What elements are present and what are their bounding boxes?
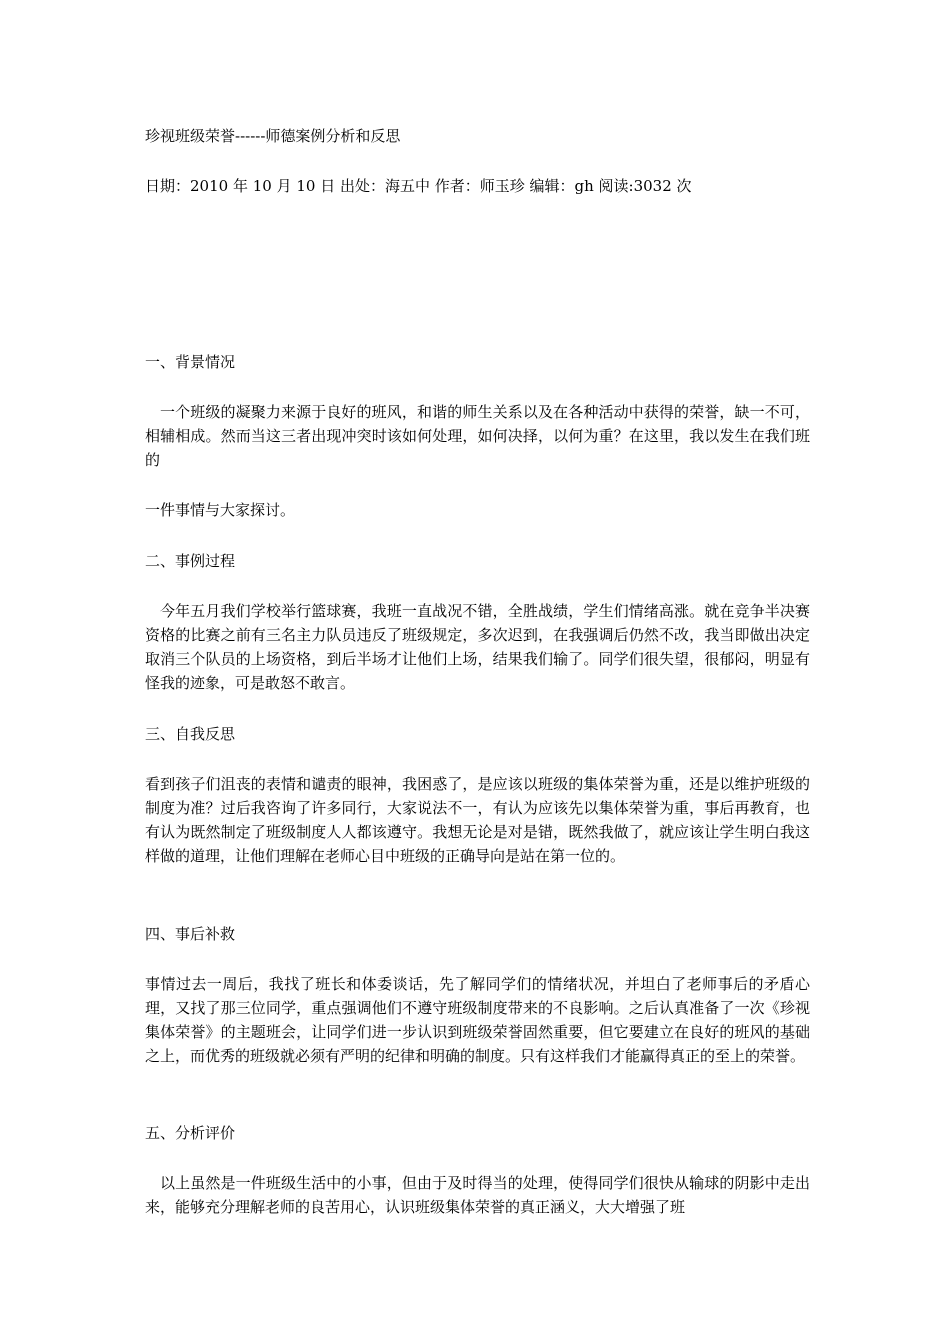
section-body-reflection: 看到孩子们沮丧的表情和谴责的眼神，我困惑了，是应该以班级的集体荣誉为重，还是以维护班级的制度为准？过后我咨询了许多同行，大家说法不一，有认为应该先以集体荣誉为重，事后再教育，也有认为既然制定了班级制度人人都该遵守。我想无论是对是错，既然我做了，就应该让学生明白我这样做的道理，让他们理解在老师心目中班级的正确导向是站在第一位的。 <box>145 775 810 865</box>
section-heading-evaluation: 五、分析评价 <box>145 1124 236 1142</box>
section-heading-background: 一、背景情况 <box>145 353 236 371</box>
section-heading-remedy: 四、事后补救 <box>145 925 236 943</box>
section-body-background: 一个班级的凝聚力来源于良好的班风，和谐的师生关系以及在各种活动中获得的荣誉，缺一不可，相辅相成。然而当这三者出现冲突时该如何处理，如何决择，以何为重？在这里，我以发生在我们班的 <box>145 403 810 469</box>
section-body-process: 今年五月我们学校举行篮球赛，我班一直战况不错，全胜战绩，学生们情绪高涨。就在竞争半决赛资格的比赛之前有三名主力队员违反了班级规定，多次迟到，在我强调后仍然不改，我当即做出决定取消三个队员的上场资格，到后半场才让他们上场，结果我们输了。同学们很失望，很郁闷，明显有怪我的迹象，可是敢怒不敢言。 <box>145 602 810 692</box>
document-title: 珍视班级荣誉------师德案例分析和反思 <box>145 127 401 145</box>
section-heading-process: 二、事例过程 <box>145 552 236 570</box>
document-meta: 日期：2010 年 10 月 10 日 出处：海五中 作者：师玉珍 编辑：gh 阅读:3032 次 <box>145 177 692 195</box>
section-heading-reflection: 三、自我反思 <box>145 725 236 743</box>
section-body-evaluation: 以上虽然是一件班级生活中的小事，但由于及时得当的处理，使得同学们很快从输球的阴影中走出来，能够充分理解老师的良苦用心，认识班级集体荣誉的真正涵义，大大增强了班 <box>145 1174 810 1216</box>
section-body-remedy: 事情过去一周后，我找了班长和体委谈话，先了解同学们的情绪状况，并坦白了老师事后的矛盾心理，又找了那三位同学，重点强调他们不遵守班级制度带来的不良影响。之后认真准备了一次《珍视集体荣誉》的主题班会，让同学们进一步认识到班级荣誉固然重要，但它要建立在良好的班风的基础之上，而优秀的班级就必须有严明的纪律和明确的制度。只有这样我们才能赢得真正的至上的荣誉。 <box>145 975 810 1065</box>
section-body-background-continued: 一件事情与大家探讨。 <box>145 501 296 519</box>
